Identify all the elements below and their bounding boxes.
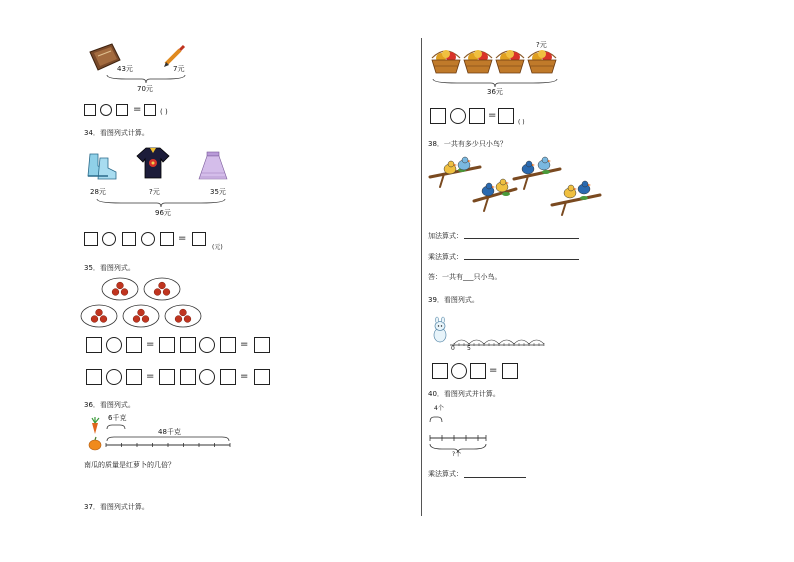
answer-box[interactable] — [160, 232, 174, 246]
apple-icon — [142, 316, 149, 323]
price-book: 43元 — [117, 65, 133, 73]
bird-beak — [492, 186, 495, 188]
fruit-icon — [474, 50, 482, 58]
apple-icon — [121, 289, 128, 296]
bird-head — [486, 183, 492, 189]
fruit-icon — [506, 50, 514, 58]
bird-beak — [588, 184, 591, 186]
bird-beak — [454, 164, 457, 166]
leaf — [580, 196, 588, 200]
branch — [484, 198, 488, 211]
operator-circle[interactable] — [450, 108, 466, 124]
shirt-icon — [136, 146, 170, 180]
column-divider — [421, 38, 422, 516]
bird-beak — [468, 160, 471, 162]
unit-paren: ( ) — [518, 119, 525, 126]
apple-icon — [180, 309, 187, 316]
equals-sign: = — [146, 371, 155, 382]
operator-circle[interactable] — [199, 369, 215, 385]
price-pen: 7元 — [173, 65, 185, 73]
answer-box[interactable] — [144, 104, 156, 116]
multiplication-answer-line[interactable] — [464, 259, 579, 260]
hop-arc — [514, 340, 529, 344]
answer-box[interactable] — [122, 232, 136, 246]
answer-box[interactable] — [470, 363, 486, 379]
carrot-icon — [88, 417, 102, 435]
answer-box[interactable] — [159, 337, 175, 353]
total-brace — [106, 74, 186, 84]
question-40-title: 40．看图列式并计算。 — [428, 390, 500, 398]
hop-arc — [529, 340, 544, 344]
total-price: 70元 — [137, 85, 153, 93]
price-skirt: 35元 — [210, 188, 226, 196]
apple-icon — [100, 316, 107, 323]
equals-sign: = — [178, 233, 187, 244]
equals-sign: = — [146, 339, 155, 350]
operator-circle[interactable] — [100, 104, 112, 116]
basket-icon — [464, 60, 492, 73]
addition-label: 加法算式： — [428, 232, 463, 240]
answer-box[interactable] — [430, 108, 446, 124]
total-brace — [432, 78, 558, 88]
segment-diagram — [428, 414, 490, 454]
bird-head — [568, 185, 574, 191]
answer-sentence: 答：一共有___只小鸟。 — [428, 273, 502, 281]
hop-arc — [454, 340, 469, 344]
total-price: 96元 — [155, 209, 171, 217]
bird-beak — [532, 164, 535, 166]
answer-box[interactable] — [126, 369, 142, 385]
bird-head — [582, 181, 588, 187]
skirt-icon — [198, 151, 228, 183]
apple-icon — [96, 309, 103, 316]
shoes-icon — [86, 152, 118, 182]
bird-head — [526, 161, 532, 167]
hop-arc — [484, 340, 499, 344]
unit-paren: ( ) — [160, 108, 168, 116]
question-36-title: 36．看图列式。 — [84, 401, 135, 409]
answer-box[interactable] — [86, 337, 102, 353]
tick-label-5: 5 — [467, 345, 471, 352]
apple-icon — [175, 316, 182, 323]
answer-box[interactable] — [86, 369, 102, 385]
question-38-title: 38．一共有多少只小鸟？ — [428, 140, 507, 148]
operator-circle[interactable] — [106, 337, 122, 353]
bird-head — [448, 161, 454, 167]
pumpkin-brace — [107, 437, 229, 441]
multiplication-label: 乘法算式： — [428, 470, 463, 478]
answer-box[interactable] — [220, 337, 236, 353]
birds-figure — [428, 155, 606, 223]
equals-sign: = — [488, 110, 497, 121]
branch — [514, 169, 560, 179]
carrot-brace — [106, 424, 126, 430]
apple-icon — [91, 316, 98, 323]
basket-price: ?元 — [536, 41, 547, 49]
branch — [552, 195, 600, 205]
equals-sign: = — [240, 339, 249, 350]
leaf — [542, 170, 550, 174]
operator-circle[interactable] — [451, 363, 467, 379]
question-35-title: 35．看图列式。 — [84, 264, 135, 272]
pumpkin-bar — [106, 436, 230, 448]
operator-circle[interactable] — [199, 337, 215, 353]
equals-sign: = — [240, 371, 249, 382]
bird-head — [542, 157, 548, 163]
apple-icon — [133, 316, 140, 323]
answer-box[interactable] — [180, 369, 196, 385]
question-39-title: 39．看图列式。 — [428, 296, 479, 304]
answer-box[interactable] — [159, 369, 175, 385]
apple-groups-figure — [82, 276, 212, 332]
total-price: 36元 — [487, 88, 503, 96]
apple-icon — [154, 289, 161, 296]
basket-icon — [528, 60, 556, 73]
multiplication-answer-line[interactable] — [464, 477, 526, 478]
pumpkin-weight: 48千克 — [158, 428, 181, 436]
question-34-title: 34．看图列式计算。 — [84, 129, 149, 137]
question-36-text: 南瓜的质量是红萝卜的几倍？ — [84, 461, 175, 469]
rabbit-icon — [430, 318, 450, 344]
bird-beak — [548, 160, 551, 162]
multiplication-label: 乘法算式： — [428, 253, 463, 261]
apple-icon — [112, 289, 119, 296]
bird-head — [500, 179, 506, 185]
apple-icon — [138, 309, 145, 316]
answer-box[interactable] — [126, 337, 142, 353]
equals-sign: = — [133, 104, 142, 115]
carrot-weight: 6千克 — [108, 414, 127, 422]
basket-icon — [432, 60, 460, 73]
fruit-icon — [442, 50, 450, 58]
pumpkin-icon — [88, 437, 102, 451]
bird-beak — [574, 188, 577, 190]
operator-circle[interactable] — [102, 232, 116, 246]
branch — [474, 189, 516, 201]
answer-box[interactable] — [192, 232, 206, 246]
apple-icon — [117, 282, 124, 289]
fruit-baskets-figure — [430, 46, 560, 78]
price-shirt: ?元 — [149, 188, 160, 196]
segment-label-top: 4个 — [434, 405, 444, 412]
price-shoes: 28元 — [90, 188, 106, 196]
equals-sign: = — [489, 365, 498, 376]
answer-box[interactable] — [432, 363, 448, 379]
answer-box[interactable] — [498, 108, 514, 124]
top-brace — [430, 417, 442, 422]
apple-icon — [159, 282, 166, 289]
answer-box[interactable] — [254, 337, 270, 353]
fruit-icon — [538, 50, 546, 58]
apple-icon — [184, 316, 191, 323]
bird-beak — [506, 182, 509, 184]
answer-box[interactable] — [180, 337, 196, 353]
unit-yuan: (元) — [212, 244, 223, 251]
answer-box[interactable] — [84, 104, 96, 116]
basket-icon — [496, 60, 524, 73]
leaf — [502, 192, 510, 196]
total-brace — [96, 198, 226, 208]
segment-label-bottom: ?个 — [452, 451, 462, 458]
answer-box[interactable] — [220, 369, 236, 385]
apple-icon — [163, 289, 170, 296]
answer-box[interactable] — [469, 108, 485, 124]
answer-box[interactable] — [254, 369, 270, 385]
tick-label-0: 0 — [451, 345, 455, 352]
hop-arc — [499, 340, 514, 344]
number-line — [450, 335, 546, 349]
addition-answer-line[interactable] — [464, 238, 579, 239]
answer-box[interactable] — [84, 232, 98, 246]
hop-arc — [469, 340, 484, 344]
operator-circle[interactable] — [106, 369, 122, 385]
operator-circle[interactable] — [141, 232, 155, 246]
answer-box[interactable] — [116, 104, 128, 116]
answer-box[interactable] — [502, 363, 518, 379]
bird-head — [462, 157, 468, 163]
question-37-title: 37．看图列式计算。 — [84, 503, 149, 511]
